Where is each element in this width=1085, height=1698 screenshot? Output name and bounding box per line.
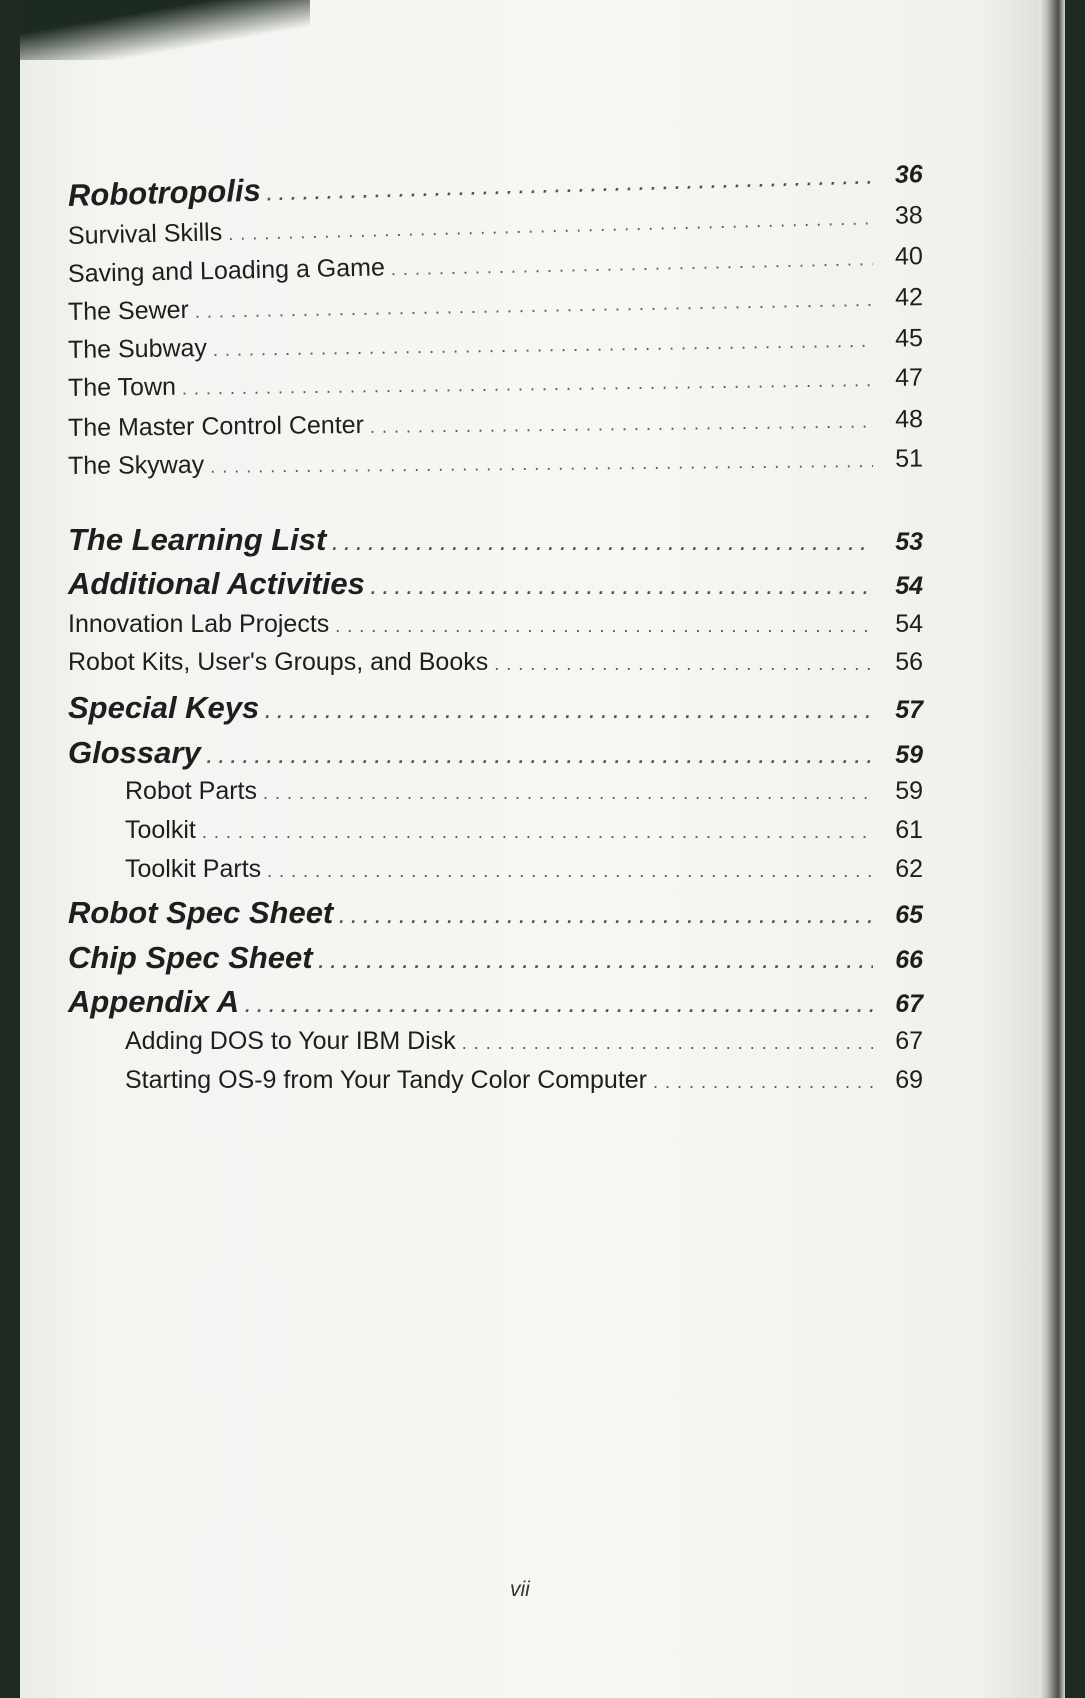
toc-entry-page: 51 [895,444,924,473]
toc-entry [68,855,923,884]
toc-entry-page: 61 [895,816,923,844]
toc-entry [68,1066,923,1095]
toc-entry-title: The Master Control Center [67,410,365,442]
dot-leader [332,534,873,555]
toc-entry-page: 69 [895,1066,923,1094]
dot-leader [339,907,873,928]
toc-entry-title: Toolkit [125,816,196,844]
dot-leader [265,702,873,723]
toc-entry-page: 66 [895,946,923,974]
toc-entry-title: Chip Spec Sheet [68,940,313,975]
dot-leader [494,654,873,675]
book-page [20,0,1065,1698]
toc-entry-page: 54 [895,610,923,638]
toc-entry-page: 48 [894,405,924,434]
toc-entry-title: Glossary [68,735,201,770]
toc-entry [68,610,923,639]
dot-leader [195,290,873,323]
page-binding-edge [1039,0,1065,1698]
dot-leader [213,331,873,361]
toc-entry [68,364,923,403]
toc-entry-title: The Learning List [68,522,327,557]
toc-entry-heading [68,735,923,771]
toc-entry [68,1027,923,1056]
dot-leader [228,208,873,245]
dot-leader [371,578,873,599]
toc-entry-page: 59 [895,741,923,769]
dot-leader [370,412,873,438]
toc-entry [68,324,923,365]
toc-entry [68,445,923,481]
toc-entry-page: 67 [895,990,923,1018]
toc-entry-title: Special Keys [68,690,260,725]
toc-entry-title: Robot Spec Sheet [68,895,334,930]
toc-entry-heading [68,940,923,976]
toc-entry-title: The Town [67,372,177,402]
toc-entry-page: 56 [895,648,923,676]
toc-entry-title: Starting OS-9 from Your Tandy Color Computer [125,1066,648,1094]
toc-entry-page: 53 [895,528,923,556]
toc-entry-page: 47 [894,363,924,392]
dot-leader [267,861,873,882]
toc-entry-title: Appendix A [68,984,240,1019]
toc-entry-page: 40 [894,242,924,271]
toc-entry-heading [68,522,923,558]
toc-entry-title: Additional Activities [68,566,365,601]
dot-leader [462,1033,873,1054]
toc-entry-title: Robot Kits, User's Groups, and Books [68,648,489,676]
toc-entry-title: Toolkit Parts [125,855,262,883]
toc-entry-heading [68,566,923,602]
toc-entry [68,283,923,327]
dot-leader [267,168,873,206]
toc-entry-page: 54 [895,572,923,600]
toc-entry-heading [68,690,923,726]
dot-leader [207,747,873,768]
toc-entry-page: 38 [894,201,924,230]
toc-entry [68,648,923,677]
dot-leader [202,822,873,843]
toc-entry-title: Robotropolis [67,172,262,213]
toc-entry-title: The Subway [67,334,208,364]
toc-entry-page: 65 [895,901,923,929]
toc-entry-title: The Skyway [67,450,205,480]
toc-entry [68,816,923,845]
toc-entry-title: The Sewer [67,295,190,326]
toc-entry [68,405,923,443]
toc-entry-page: 36 [894,160,924,189]
toc-entry-title: Adding DOS to Your IBM Disk [125,1027,456,1055]
toc-entry-title: Survival Skills [67,218,223,250]
dot-leader [319,952,873,973]
dot-leader [263,783,873,804]
toc-entry-heading [68,895,923,931]
dot-leader [245,996,873,1017]
toc-entry-page: 59 [895,777,923,805]
toc-entry-page: 62 [895,855,923,883]
dot-leader [335,616,873,637]
toc-entry-title: Innovation Lab Projects [68,610,330,638]
toc-entry-page: 42 [894,283,924,312]
toc-entry-heading [68,984,923,1020]
toc-entry-title: Robot Parts [125,777,258,805]
toc-entry-page: 45 [894,324,924,353]
toc-entry [68,777,923,806]
dot-leader [210,451,873,478]
toc-entry-page: 67 [895,1027,923,1055]
dot-leader [182,370,873,399]
toc-entry-page: 57 [895,696,923,724]
dot-leader [391,249,873,280]
table-of-contents [20,0,1065,1698]
toc-entry [68,242,923,289]
toc-entry-title: Saving and Loading a Game [67,253,386,288]
dot-leader [653,1072,873,1093]
page-number-folio: vii [510,1578,530,1601]
